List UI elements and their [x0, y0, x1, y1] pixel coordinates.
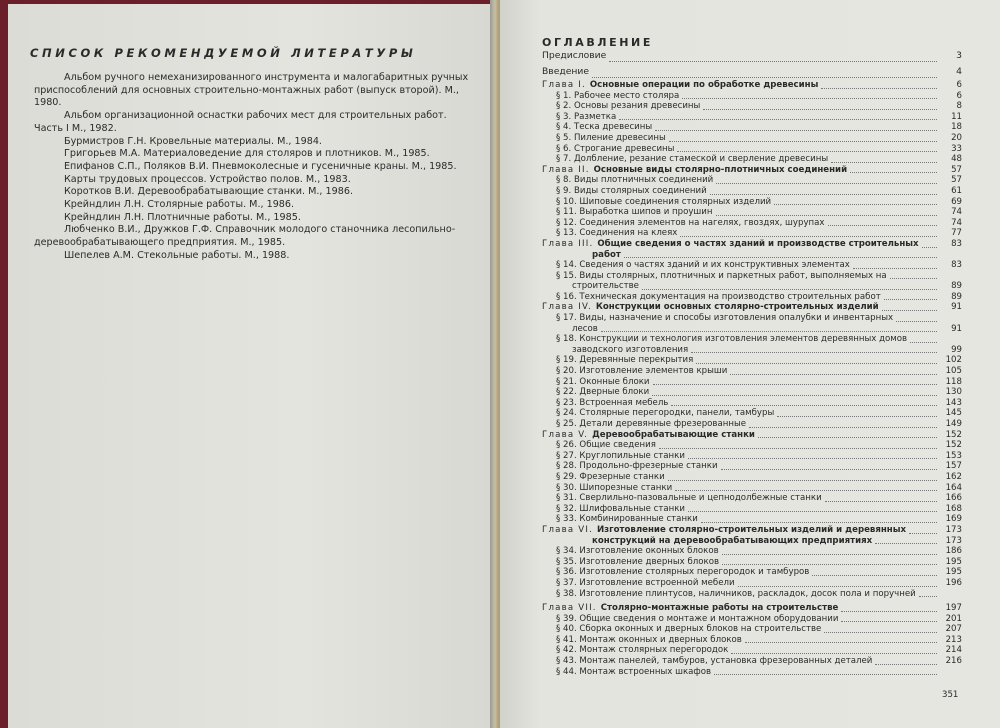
leader-dots: [716, 215, 937, 216]
toc-entry: [542, 250, 962, 261]
toc-entry-title: § 19. Деревянные перекрытия: [556, 355, 694, 366]
leader-dots: [896, 321, 937, 322]
toc-entry: [542, 667, 962, 678]
toc-entry: [542, 451, 962, 462]
leader-dots: [688, 511, 937, 512]
toc-entry-title: работ: [592, 249, 621, 260]
toc-page-number: 3: [956, 50, 962, 61]
leader-dots: [919, 596, 937, 597]
toc-page-number: 91: [951, 323, 962, 334]
leader-dots: [853, 268, 937, 269]
toc-entry: [542, 228, 962, 239]
toc-entry-title: [542, 302, 879, 313]
toc-entry-title: § 4. Теска древесины: [556, 122, 653, 133]
toc-page-number: 186: [945, 546, 962, 557]
leader-dots: [745, 642, 937, 643]
toc-entry-title: [542, 165, 847, 176]
toc-entry-title: § 38. Изготовление плинтусов, наличников, раскладок, досок пола и поручней: [556, 588, 916, 599]
chapter-label: Глава V.: [542, 429, 593, 440]
leader-dots: [668, 480, 937, 481]
toc-entry: [542, 514, 962, 525]
toc-page-number: 89: [951, 281, 962, 292]
leader-dots: [714, 674, 937, 675]
toc-entry: [542, 154, 962, 165]
leader-dots: [884, 299, 937, 300]
toc-entry-title: § 20. Изготовление элементов крыши: [556, 366, 728, 377]
toc-entry: [542, 440, 962, 451]
toc-entry-title: лесов: [572, 323, 598, 334]
toc-entry: [542, 366, 962, 377]
chapter-label: Глава I.: [542, 80, 590, 90]
literature-list: [34, 72, 474, 263]
toc-entry-title: Введение: [542, 66, 590, 77]
toc-entry-title: § 32. Шлифовальные станки: [556, 503, 686, 514]
toc-title: ОГЛАВЛЕНИЕ: [542, 36, 653, 49]
toc-page-number: 8: [956, 101, 962, 112]
toc-entry: [542, 656, 962, 667]
leader-dots: [821, 88, 937, 89]
toc-entry-title: § 1. Рабочее место столяра: [556, 90, 680, 101]
toc-entry-title: § 22. Дверные блоки: [556, 387, 650, 398]
leader-dots: [922, 247, 937, 248]
toc-entry-title: § 21. Оконные блоки: [556, 376, 650, 387]
leader-dots: [592, 77, 937, 78]
toc-entry: [542, 175, 962, 186]
toc-entry: [542, 355, 962, 366]
toc-entry: [542, 557, 962, 568]
toc-entry-title: § 11. Выработка шипов и проушин: [556, 207, 713, 218]
toc-chapter: [542, 603, 962, 614]
leader-dots: [659, 448, 937, 449]
literature-entry: Епифанов С.П., Поляков В.И. Пневмоколесные и гусеничные краны. М., 1985.: [64, 160, 457, 172]
leader-dots: [688, 458, 937, 459]
toc-entry-title: § 37. Изготовление встроенной мебели: [556, 577, 735, 588]
toc-entry: [542, 271, 962, 282]
toc-page-number: 83: [951, 238, 962, 249]
toc-page-number: 6: [956, 90, 962, 101]
chapter-title: Изготовление столярно-строительных изделий и деревянных: [596, 524, 907, 535]
toc-page-number: 173: [945, 535, 962, 546]
toc-entry-title: § 42. Монтаж столярных перегородок: [556, 645, 729, 656]
leader-dots: [812, 575, 937, 576]
leader-dots: [675, 490, 937, 491]
toc-entry: [542, 64, 962, 80]
leader-dots: [890, 278, 937, 279]
toc-page-number: 195: [945, 567, 962, 578]
chapter-label: Глава VII.: [542, 603, 601, 614]
toc-page-number: 48: [951, 154, 962, 165]
toc-entry: [542, 493, 962, 504]
toc-page-number: 18: [951, 122, 962, 133]
leader-dots: [731, 653, 937, 654]
toc-page-number: 169: [945, 514, 962, 525]
toc-entry: [542, 218, 962, 229]
toc-page-number: 74: [951, 207, 962, 218]
toc-page-number: 173: [945, 524, 962, 535]
toc-entry: [542, 567, 962, 578]
literature-entry: Альбом ручного немеханизированного инструмента и малогабаритных ручных приспособлений для основных строительно-монтажных работ (выпуск второй). М., 1980.: [34, 72, 469, 109]
chapter-label: Глава II.: [542, 164, 594, 175]
toc-entry-title: § 18. Конструкции и технология изготовления элементов деревянных домов: [556, 334, 908, 345]
leader-dots: [691, 352, 937, 353]
toc-entry-title: § 34. Изготовление оконных блоков: [556, 546, 719, 557]
toc-entry-title: § 39. Общие сведения о монтаже и монтажном оборудовании: [556, 613, 839, 624]
toc-page-number: 149: [945, 419, 962, 429]
right-page: [500, 0, 1000, 728]
toc-page-number: 162: [945, 471, 962, 482]
toc-entry-title: § 7. Долбление, резание стамеской и сверление древесины: [556, 154, 829, 165]
leader-dots: [682, 98, 937, 99]
leader-dots: [609, 61, 937, 62]
leader-dots: [841, 611, 937, 612]
leader-dots: [777, 416, 937, 417]
toc-entry-title: § 24. Столярные перегородки, панели, тамбуры: [556, 408, 775, 419]
toc-entry: [542, 112, 962, 123]
toc-page-number: 33: [951, 143, 962, 154]
toc-entry-title: § 16. Техническая документация на производство строительных работ: [556, 291, 881, 302]
toc-page-number: 4: [956, 66, 962, 77]
chapter-title: Общие сведения о частях зданий и производстве строительных: [597, 238, 919, 249]
literature-entry: Карты трудовых процессов. Устройство полов. М., 1983.: [64, 173, 351, 185]
leader-dots: [655, 130, 937, 131]
toc-entry-title: § 27. Круглопильные станки: [556, 450, 685, 461]
toc-entry-title: § 17. Виды, назначение и способы изготовления опалубки и инвентарных: [556, 313, 894, 324]
toc-page-number: 201: [945, 613, 962, 624]
toc-entry: [542, 504, 962, 515]
toc-chapter: [542, 525, 962, 536]
toc-entry-title: [542, 239, 919, 250]
toc-entry-title: § 14. Сведения о частях зданий и их конструктивных элементах: [556, 260, 850, 271]
toc-entry-title: § 9. Виды столярных соединений: [556, 185, 707, 196]
chapter-label: Глава VI.: [542, 524, 597, 535]
leader-dots: [909, 533, 937, 534]
toc-entry-title: конструкций на деревообрабатывающих предприятиях: [592, 535, 873, 546]
toc-entry: [542, 313, 962, 324]
toc-page-number: 214: [945, 645, 962, 656]
toc-page-number: 69: [951, 196, 962, 207]
page-number: 351: [942, 690, 959, 700]
leader-dots: [910, 342, 937, 343]
toc-page-number: 196: [945, 577, 962, 588]
toc-page-number: 145: [945, 408, 962, 419]
toc-page-number: 168: [945, 503, 962, 514]
toc-page-number: 118: [945, 376, 962, 387]
toc-entry-title: § 30. Шипорезные станки: [556, 482, 673, 493]
leader-dots: [882, 310, 937, 311]
toc-entry-title: § 35. Изготовление дверных блоков: [556, 556, 720, 567]
leader-dots: [722, 564, 937, 565]
leader-dots: [671, 405, 937, 406]
toc-entry: [542, 536, 962, 547]
toc-entry: [542, 281, 962, 292]
literature-entry: Бурмистров Г.Н. Кровельные материалы. М., 1984.: [64, 135, 322, 147]
literature-entry: Григорьев М.А. Материаловедение для столяров и плотников. М., 1985.: [64, 148, 430, 160]
chapter-title: Основные операции по обработке древесины: [589, 80, 819, 90]
toc-entry: [542, 260, 962, 271]
chapter-label: Глава III.: [542, 238, 598, 249]
toc-entry-title: § 36. Изготовление столярных перегородок и тамбуров: [556, 567, 810, 578]
toc-chapter: [542, 239, 962, 250]
toc-page-number: 157: [945, 461, 962, 472]
toc-entry: [542, 589, 962, 600]
toc-entry-title: строительстве: [572, 281, 639, 292]
leader-dots: [831, 162, 937, 163]
leader-dots: [824, 632, 937, 633]
leader-dots: [841, 621, 937, 622]
toc-entry: [542, 197, 962, 208]
leader-dots: [619, 119, 937, 120]
toc-entry-title: § 25. Детали деревянные фрезерованные: [556, 419, 747, 429]
chapter-title: Деревообрабатывающие станки: [592, 429, 755, 440]
toc-page-number: 105: [945, 366, 962, 377]
leader-dots: [828, 225, 937, 226]
toc-page-number: 164: [945, 482, 962, 493]
toc-entry-title: § 29. Фрезерные станки: [556, 471, 665, 482]
toc-chapter: [542, 80, 962, 91]
toc-chapter: [542, 430, 962, 441]
toc-entry: [542, 546, 962, 557]
toc-entry-title: Предисловие: [542, 50, 607, 61]
toc-page-number: 207: [945, 624, 962, 635]
leader-dots: [696, 363, 937, 364]
toc-page-number: 152: [945, 429, 962, 440]
toc-page-number: 153: [945, 450, 962, 461]
toc-entry: [542, 133, 962, 144]
toc-entry-title: § 8. Виды плотничных соединений: [556, 175, 714, 186]
toc-entry: [542, 345, 962, 356]
literature-entry: Крейндлин Л.Н. Столярные работы. М., 1986.: [64, 199, 295, 211]
toc-entry-title: § 31. Сверлильно-пазовальные и цепнодолбежные станки: [556, 493, 822, 504]
toc-page-number: 6: [956, 80, 962, 90]
toc-entry-title: § 2. Основы резания древесины: [556, 101, 701, 112]
toc-entry: [542, 461, 962, 472]
toc-page-number: 77: [951, 228, 962, 239]
leader-dots: [642, 289, 937, 290]
toc-entry-title: § 12. Соединения элементов на нагелях, гвоздях, шурупах: [556, 217, 825, 228]
chapter-title: Конструкции основных столярно-строительных изделий: [595, 302, 879, 313]
toc-entry: [542, 398, 962, 409]
left-page: [8, 4, 496, 728]
toc-page-number: 166: [945, 493, 962, 504]
leader-dots: [653, 384, 937, 385]
toc-page-number: 143: [945, 397, 962, 408]
toc-page-number: 11: [951, 111, 962, 122]
leader-dots: [652, 395, 937, 396]
literature-entry: Шепелев А.М. Стекольные работы. М., 1988.: [64, 249, 290, 261]
literature-entry: Альбом организационной оснастки рабочих мест для строительных работ. Часть I М., 1982.: [34, 110, 447, 134]
toc-page-number: 91: [951, 302, 962, 313]
toc-page-number: 57: [951, 175, 962, 186]
toc-entry-title: § 44. Монтаж встроенных шкафов: [556, 666, 712, 677]
toc-page-number: 74: [951, 217, 962, 228]
toc-page-number: 102: [945, 355, 962, 366]
toc-entry-title: § 43. Монтаж панелей, тамбуров, установка фрезерованных деталей: [556, 656, 873, 667]
toc-entry: [542, 101, 962, 112]
leader-dots: [701, 522, 937, 523]
toc-entry: [542, 377, 962, 388]
toc-entry: [542, 408, 962, 419]
leader-dots: [722, 554, 937, 555]
toc-page-number: 216: [945, 656, 962, 667]
literature-title: СПИСОК РЕКОМЕНДУЕМОЙ ЛИТЕРАТУРЫ: [30, 46, 417, 60]
leader-dots: [710, 194, 937, 195]
toc-entry: [542, 483, 962, 494]
toc-entry-title: § 10. Шиповые соединения столярных изделий: [556, 196, 772, 207]
toc-entry-title: § 33. Комбинированные станки: [556, 514, 698, 525]
toc-page-number: 130: [945, 387, 962, 398]
toc-page-number: 195: [945, 556, 962, 567]
toc-entry-title: § 13. Соединения на клеях: [556, 228, 678, 239]
leader-dots: [601, 331, 937, 332]
toc-page-number: 197: [945, 603, 962, 614]
toc-entry-title: заводского изготовления: [572, 344, 689, 355]
toc-page-number: 99: [951, 344, 962, 355]
toc-entry-title: § 23. Встроенная мебель: [556, 397, 669, 408]
toc-entry-title: § 40. Сборка оконных и дверных блоков на строительстве: [556, 624, 822, 635]
literature-entry: Коротков В.И. Деревообрабатывающие станки. М., 1986.: [64, 186, 353, 198]
leader-dots: [721, 469, 937, 470]
toc-entry: [542, 387, 962, 398]
table-of-contents: [542, 48, 962, 677]
toc-entry: [542, 635, 962, 646]
chapter-label: Глава IV.: [542, 302, 596, 313]
toc-page-number: 83: [951, 260, 962, 271]
toc-entry: [542, 91, 962, 102]
toc-entry: [542, 292, 962, 303]
leader-dots: [677, 151, 937, 152]
toc-page-number: 20: [951, 132, 962, 143]
literature-entry: Любченко В.И., Дружков Г.Ф. Справочник молодого станочника лесопильно-деревообрабатывающего предприятия. М., 1985.: [34, 224, 456, 249]
toc-entry: [542, 472, 962, 483]
toc-entry: [542, 207, 962, 218]
toc-entry-title: § 3. Разметка: [556, 111, 617, 122]
toc-page-number: 213: [945, 634, 962, 645]
toc-entry: [542, 614, 962, 625]
toc-page-number: 152: [945, 440, 962, 451]
toc-entry: [542, 186, 962, 197]
leader-dots: [730, 374, 937, 375]
toc-page-number: 57: [951, 164, 962, 175]
leader-dots: [850, 172, 937, 173]
toc-entry: [542, 334, 962, 345]
toc-entry: [542, 48, 962, 64]
leader-dots: [738, 586, 937, 587]
toc-entry-title: § 41. Монтаж оконных и дверных блоков: [556, 634, 742, 645]
leader-dots: [825, 501, 937, 502]
toc-entry-title: § 5. Пиление древесины: [556, 132, 666, 143]
toc-entry-title: § 15. Виды столярных, плотничных и паркетных работ, выполняемых на: [556, 270, 887, 281]
toc-page-number: 61: [951, 185, 962, 196]
toc-entry: [542, 624, 962, 635]
toc-entry: [542, 645, 962, 656]
leader-dots: [758, 437, 937, 438]
leader-dots: [774, 204, 937, 205]
leader-dots: [680, 236, 937, 237]
leader-dots: [669, 141, 937, 142]
leader-dots: [703, 109, 937, 110]
toc-chapter: [542, 302, 962, 313]
toc-chapter: [542, 165, 962, 176]
leader-dots: [749, 427, 937, 428]
toc-entry: [542, 578, 962, 589]
toc-entry-title: § 26. Общие сведения: [556, 440, 656, 451]
toc-entry-title: § 28. Продольно-фрезерные станки: [556, 461, 718, 472]
toc-entry: [542, 419, 962, 430]
toc-entry-title: [542, 430, 755, 441]
leader-dots: [875, 543, 937, 544]
toc-page-number: 89: [951, 291, 962, 302]
chapter-title: Столярно-монтажные работы на строительстве: [600, 603, 839, 614]
leader-dots: [716, 183, 937, 184]
toc-entry-title: [542, 603, 838, 614]
toc-entry: [542, 144, 962, 155]
toc-entry: [542, 122, 962, 133]
literature-entry: Крейндлин Л.Н. Плотничные работы. М., 1985.: [64, 211, 301, 223]
toc-entry-title: [542, 525, 906, 536]
toc-entry-title: [542, 80, 818, 91]
leader-dots: [624, 257, 937, 258]
toc-entry-title: § 6. Строгание древесины: [556, 143, 675, 154]
toc-entry: [542, 324, 962, 335]
leader-dots: [875, 664, 937, 665]
chapter-title: Основные виды столярно-плотничных соединений: [593, 164, 848, 175]
